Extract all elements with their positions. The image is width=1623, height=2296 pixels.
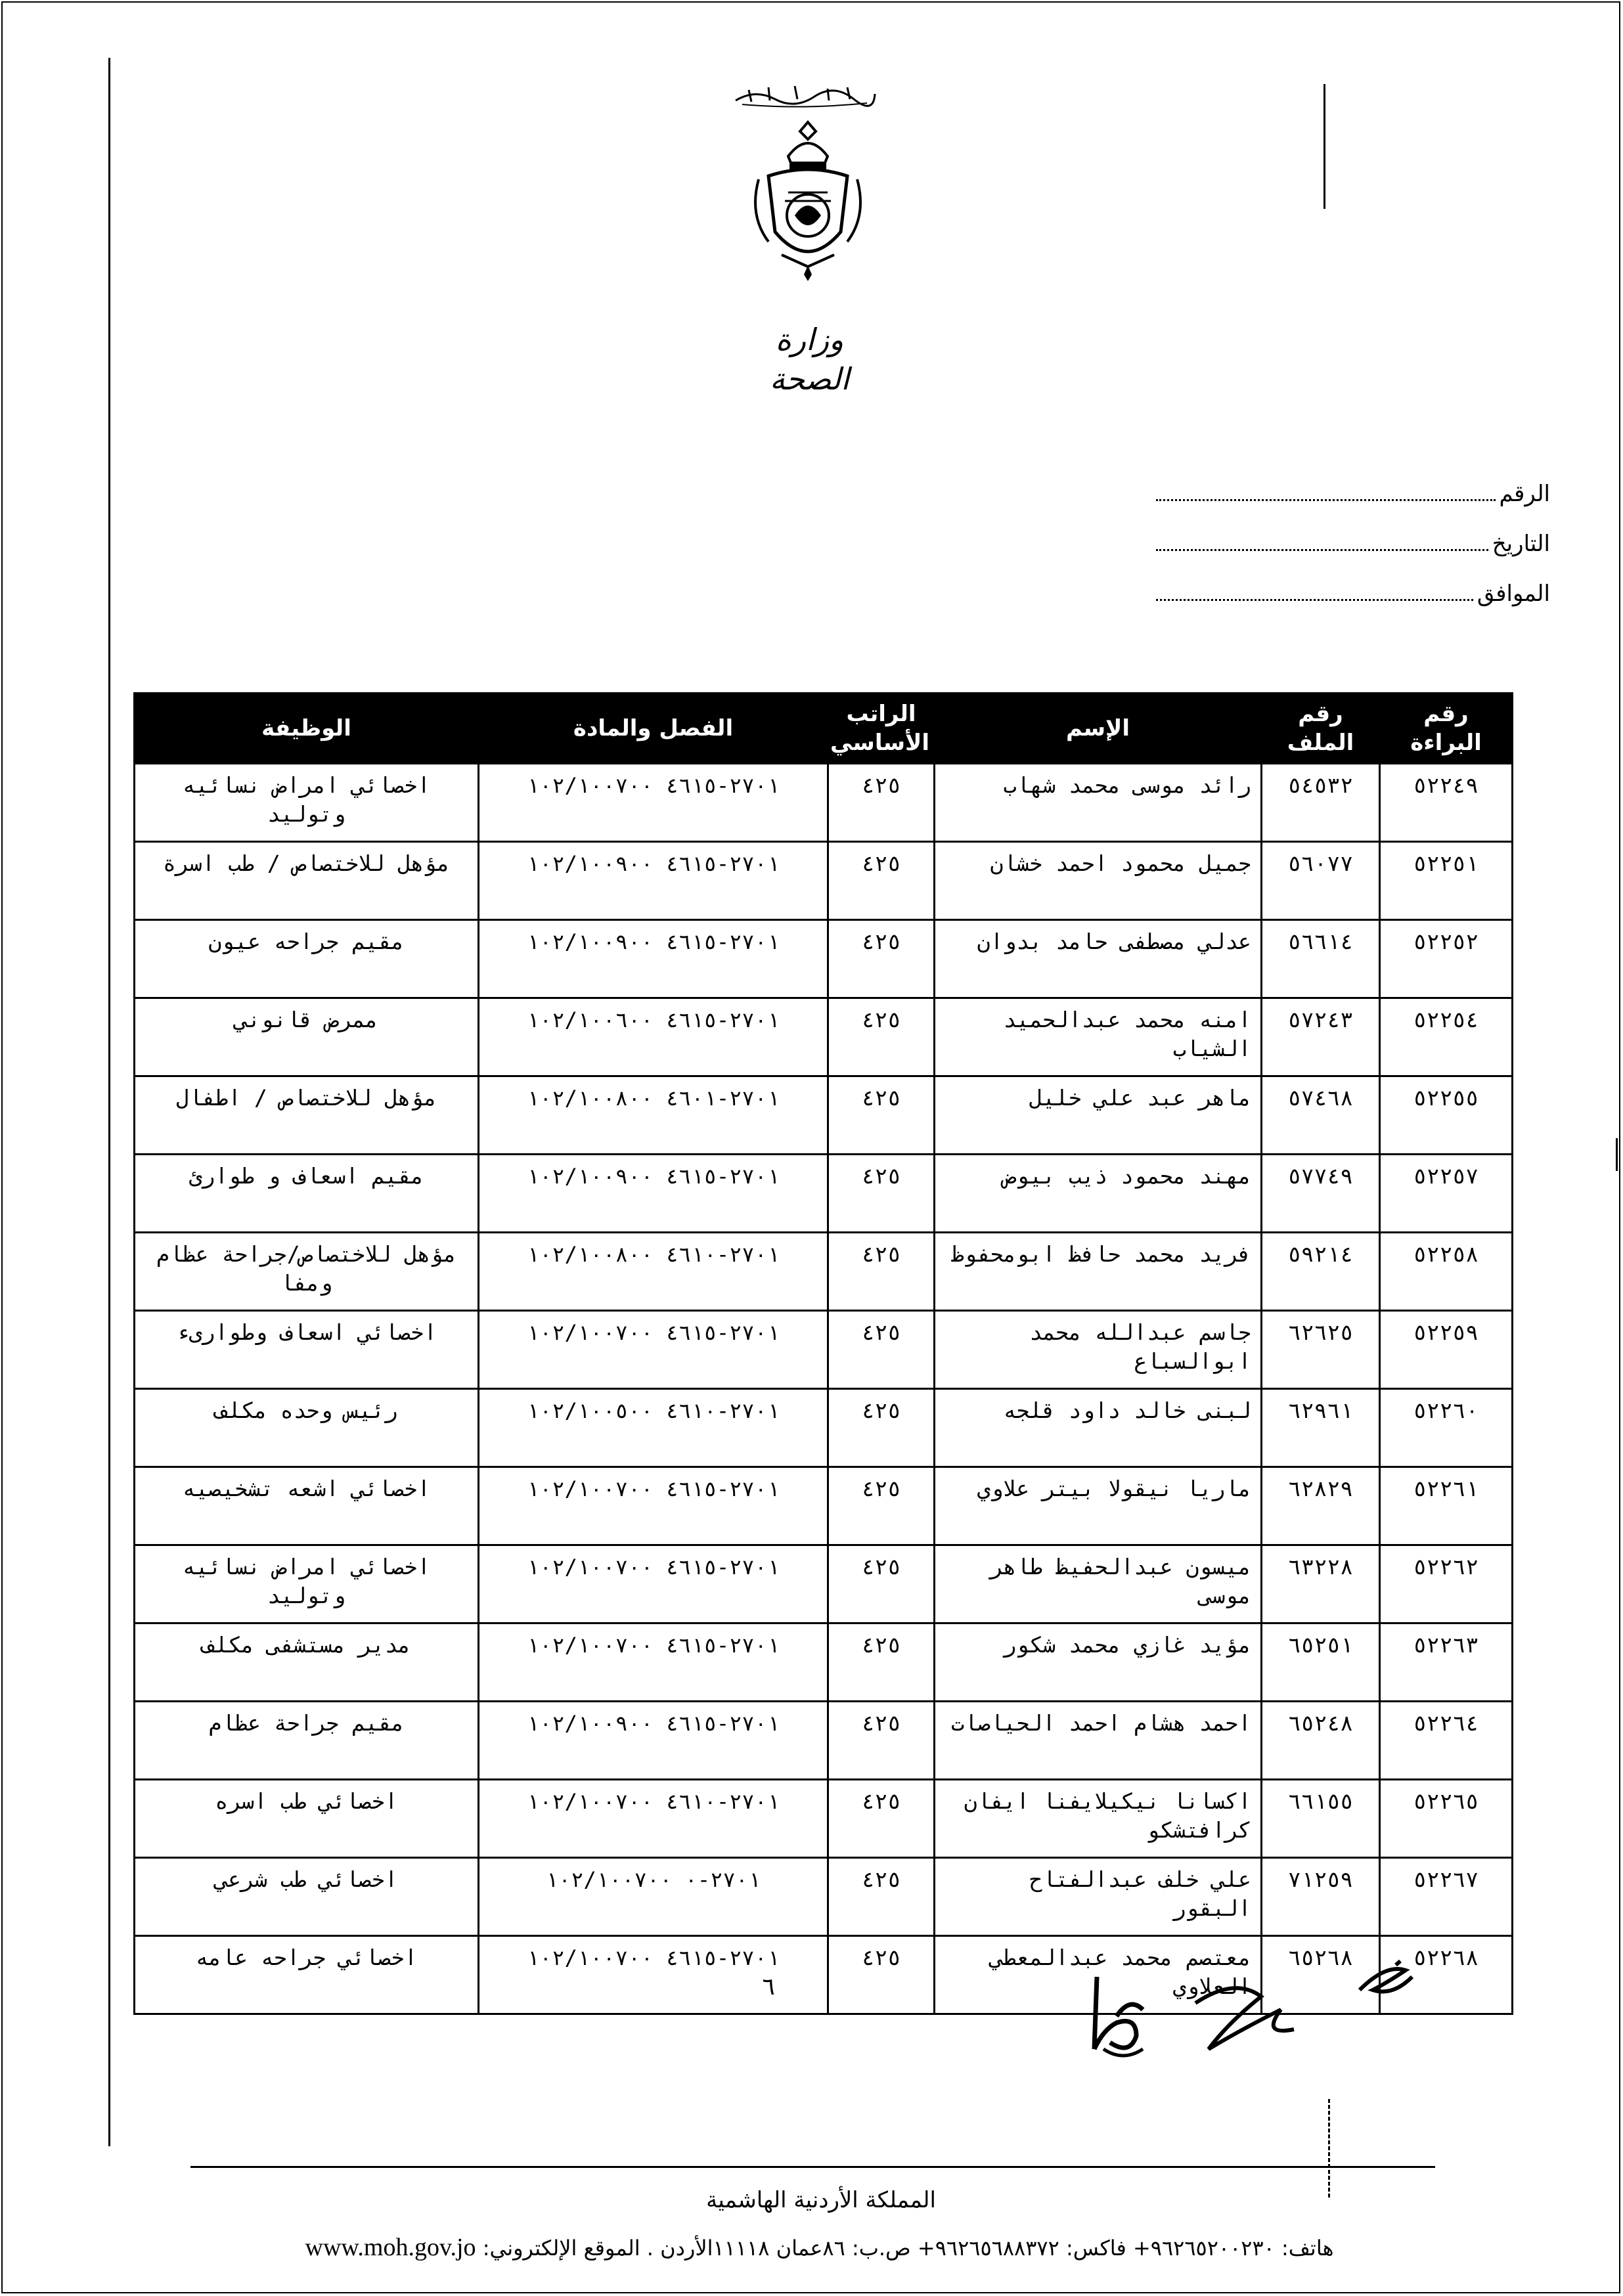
- header-name: الإسم: [935, 694, 1262, 764]
- corresponding-date-label: الموافق: [1477, 581, 1550, 607]
- table-row: [135, 1155, 1513, 1233]
- table-row: [135, 1389, 1513, 1467]
- cell-cert-no: ٥٢٢٦٨: [1380, 1936, 1513, 2014]
- cell-name: عدلي مصطفى حامد بدوان: [935, 920, 1262, 998]
- cell-basic-salary: ٤٢٥: [828, 1623, 935, 1702]
- cell-chapter-article: ٢٧٠١-٤٦١٥ ١٠٢/١٠٠٩٠٠: [479, 842, 828, 920]
- cell-file-no: ٥٧٧٤٩: [1262, 1155, 1380, 1233]
- cell-name: احمد هشام احمد الحياصات: [935, 1702, 1262, 1780]
- cell-basic-salary: ٤٢٥: [828, 1155, 935, 1233]
- cell-name: جاسم عبدالله محمد ابوالسباع: [935, 1311, 1262, 1389]
- table-row: [135, 1858, 1513, 1936]
- cell-cert-no: ٥٢٢٥٧: [1380, 1155, 1513, 1233]
- cell-job: رئيس وحده مكلف: [135, 1389, 479, 1467]
- cell-file-no: ٥٤٥٣٢: [1262, 764, 1380, 842]
- cell-name: ميسون عبدالحفيظ طاهر موسى: [935, 1545, 1262, 1623]
- cell-cert-no: ٥٢٢٥٢: [1380, 920, 1513, 998]
- cell-chapter-article: ٢٧٠١-٤٦١٥ ١٠٢/١٠٠٧٠٠: [479, 1545, 828, 1623]
- cell-file-no: ٦٢٨٢٩: [1262, 1467, 1380, 1545]
- cell-job: مقيم جراحه عيون: [135, 920, 479, 998]
- cell-file-no: ٥٦٠٧٧: [1262, 842, 1380, 920]
- cell-cert-no: ٥٢٢٦٢: [1380, 1545, 1513, 1623]
- table-row: [135, 920, 1513, 998]
- cell-chapter-article: ٢٧٠١-٤٦١٥ ١٠٢/١٠٠٧٠٠: [479, 1467, 828, 1545]
- table-row: [135, 1780, 1513, 1858]
- footer-rule: [190, 2166, 1435, 2168]
- cell-job: مقيم اسعاف و طوارئ: [135, 1155, 479, 1233]
- cell-chapter-article: ٢٧٠١-٤٦١٥ ١٠٢/١٠٠٩٠٠: [479, 920, 828, 998]
- cell-job: اخصائي امراض نسائيه وتوليد: [135, 764, 479, 842]
- header-file-no: رقم الملف: [1262, 694, 1380, 764]
- cell-chapter-article: ٢٧٠١-٤٦١٥ ١٠٢/١٠٠٦٠٠: [479, 998, 828, 1076]
- cell-chapter-article: ٢٧٠١-٤٦١٥ ١٠٢/١٠٠٩٠٠: [479, 1155, 828, 1233]
- footer-dashed-line: [1328, 2099, 1332, 2197]
- cell-name: رائد موسى محمد شهاب: [935, 764, 1262, 842]
- reference-number-field: [1156, 474, 1550, 514]
- corresponding-date-field: [1156, 574, 1550, 613]
- cell-name: لبنى خالد داود قلجه: [935, 1389, 1262, 1467]
- jordan-coat-of-arms-icon: [742, 117, 874, 284]
- cell-job: اخصائي جراحه عامه: [135, 1936, 479, 2014]
- left-margin-line: [108, 58, 110, 2146]
- staff-table: [133, 692, 1513, 2015]
- cell-chapter-article: ٢٧٠١-٤٦١٥ ١٠٢/١٠٠٧٠٠: [479, 1311, 828, 1389]
- website-link[interactable]: www.moh.gov.jo: [305, 2234, 476, 2261]
- cell-cert-no: ٥٢٢٤٩: [1380, 764, 1513, 842]
- cell-job: مدير مستشفى مكلف: [135, 1623, 479, 1702]
- right-edge-tick: [1616, 1138, 1618, 1171]
- cell-chapter-article: ٢٧٠١-٤٦١٠ ١٠٢/١٠٠٥٠٠: [479, 1389, 828, 1467]
- table-row: [135, 1467, 1513, 1545]
- cell-job: اخصائي اسعاف وطوارىء: [135, 1311, 479, 1389]
- cell-chapter-article: ٢٧٠١-٤٦١٥ ١٠٢/١٠٠٧٠٠: [479, 764, 828, 842]
- cell-cert-no: ٥٢٢٦٣: [1380, 1623, 1513, 1702]
- cell-chapter-article: ٢٧٠١-٤٦١٥ ١٠٢/١٠٠٧٠٠: [479, 1936, 828, 2014]
- cell-name: جميل محمود احمد خشان: [935, 842, 1262, 920]
- table-row: [135, 1623, 1513, 1702]
- cell-file-no: ٦٦١٥٥: [1262, 1780, 1380, 1858]
- cell-chapter-article: ٢٧٠١-٤٦١٠ ١٠٢/١٠٠٨٠٠: [479, 1233, 828, 1311]
- cell-cert-no: ٥٢٢٦٠: [1380, 1389, 1513, 1467]
- signatures: [1064, 1951, 1419, 2069]
- header-basic-salary: الراتب الأساسي: [828, 694, 935, 764]
- cell-file-no: ٥٧٢٤٣: [1262, 998, 1380, 1076]
- cell-name: معتصم محمد عبدالمعطي العلاوي: [935, 1936, 1262, 2014]
- cell-cert-no: ٥٢٢٥٤: [1380, 998, 1513, 1076]
- cell-name: مؤيد غازي محمد شكور: [935, 1623, 1262, 1702]
- cell-file-no: ٥٧٤٦٨: [1262, 1076, 1380, 1155]
- footer-contact-text: هاتف: ٩٦٢٦٥٢٠٠٢٣٠+ فاكس: ٩٦٢٦٥٦٨٨٣٧٢+ ص.ب: ٨٦عمان ١١١١٨الأردن . الموقع الإلكتروني:: [482, 2236, 1334, 2261]
- cell-job: اخصائي امراض نسائيه وتوليد: [135, 1545, 479, 1623]
- cell-chapter-article: ٢٧٠١-٤٦٠١ ١٠٢/١٠٠٨٠٠: [479, 1076, 828, 1155]
- dotted-line: [1156, 587, 1473, 601]
- cell-file-no: ٧١٢٥٩: [1262, 1858, 1380, 1936]
- cell-file-no: ٦٣٢٢٨: [1262, 1545, 1380, 1623]
- date-label: التاريخ: [1492, 531, 1550, 557]
- cell-job: اخصائي طب شرعي: [135, 1858, 479, 1936]
- date-field: [1156, 524, 1550, 563]
- table-row: [135, 1311, 1513, 1389]
- cell-name: فريد محمد حافظ ابومحفوظ: [935, 1233, 1262, 1311]
- table-row: [135, 842, 1513, 920]
- dotted-line: [1156, 487, 1496, 501]
- table-row: [135, 1076, 1513, 1155]
- cell-file-no: ٦٥٢٦٨: [1262, 1936, 1380, 2014]
- cell-file-no: ٦٢٦٢٥: [1262, 1311, 1380, 1389]
- cell-basic-salary: ٤٢٥: [828, 998, 935, 1076]
- cell-cert-no: ٥٢٢٦٤: [1380, 1702, 1513, 1780]
- table-row: [135, 1233, 1513, 1311]
- table-row: [135, 1702, 1513, 1780]
- cell-name: اكسانا نيكيلايفنا ايفان كرافتشكو: [935, 1780, 1262, 1858]
- cell-file-no: ٦٥٢٤٨: [1262, 1702, 1380, 1780]
- cell-name: علي خلف عبدالفتاح البقور: [935, 1858, 1262, 1936]
- cell-chapter-article: ٢٧٠١-٤٦١٠ ١٠٢/١٠٠٧٠٠: [479, 1780, 828, 1858]
- table-row: [135, 764, 1513, 842]
- cell-name: ماريا نيقولا بيتر علاوي: [935, 1467, 1262, 1545]
- cell-cert-no: ٥٢٢٥٩: [1380, 1311, 1513, 1389]
- cell-name: مهند محمود ذيب بيوض: [935, 1155, 1262, 1233]
- cell-job: اخصائي طب اسره: [135, 1780, 479, 1858]
- reference-number-label: الرقم: [1499, 481, 1550, 507]
- cell-job: مؤهل للاختصاص / اطفال: [135, 1076, 479, 1155]
- cell-basic-salary: ٤٢٥: [828, 1467, 935, 1545]
- table-header-row: [135, 694, 1513, 764]
- cell-file-no: ٥٩٢١٤: [1262, 1233, 1380, 1311]
- cell-name: امنه محمد عبدالحميد الشياب: [935, 998, 1262, 1076]
- cell-cert-no: ٥٢٢٥٨: [1380, 1233, 1513, 1311]
- cell-chapter-article: ٢٧٠١-٤٦١٥ ١٠٢/١٠٠٧٠٠: [479, 1623, 828, 1702]
- cell-basic-salary: ٤٢٥: [828, 1702, 935, 1780]
- cell-basic-salary: ٤٢٥: [828, 1233, 935, 1311]
- page-number: ٦: [762, 1974, 775, 2000]
- cell-job: اخصائي اشعه تشخيصيه: [135, 1467, 479, 1545]
- cell-basic-salary: ٤٢٥: [828, 1936, 935, 2014]
- cell-chapter-article: ٢٧٠١-٠ ١٠٢/١٠٠٧٠٠: [479, 1858, 828, 1936]
- cell-file-no: ٥٦٦١٤: [1262, 920, 1380, 998]
- cell-cert-no: ٥٢٢٦١: [1380, 1467, 1513, 1545]
- cell-job: ممرض قانوني: [135, 998, 479, 1076]
- header-cert-no: رقم البراءة: [1380, 694, 1513, 764]
- table-row: [135, 998, 1513, 1076]
- cell-cert-no: ٥٢٢٦٧: [1380, 1858, 1513, 1936]
- ministry-name: وزارة الصحة: [769, 322, 850, 397]
- cell-basic-salary: ٤٢٥: [828, 1858, 935, 1936]
- cell-name: ماهر عبد علي خليل: [935, 1076, 1262, 1155]
- cell-basic-salary: ٤٢٥: [828, 842, 935, 920]
- footer-kingdom: المملكة الأردنية الهاشمية: [706, 2187, 936, 2213]
- staff-table-body: [135, 764, 1513, 2014]
- header-job: الوظيفة: [135, 694, 479, 764]
- cell-basic-salary: ٤٢٥: [828, 764, 935, 842]
- cell-job: مؤهل للاختصاص / طب اسرة: [135, 842, 479, 920]
- cell-job: مقيم جراحة عظام: [135, 1702, 479, 1780]
- cell-basic-salary: ٤٢٥: [828, 1389, 935, 1467]
- dotted-line: [1156, 537, 1488, 551]
- top-right-line: [1323, 84, 1325, 209]
- cell-file-no: ٦٥٢٥١: [1262, 1623, 1380, 1702]
- cell-cert-no: ٥٢٢٦٥: [1380, 1780, 1513, 1858]
- cell-basic-salary: ٤٢٥: [828, 1076, 935, 1155]
- header-chapter-article: الفصل والمادة: [479, 694, 828, 764]
- cell-cert-no: ٥٢٢٥٥: [1380, 1076, 1513, 1155]
- cell-job: مؤهل للاختصاص/جراحة عظام ومفا: [135, 1233, 479, 1311]
- cell-basic-salary: ٤٢٥: [828, 920, 935, 998]
- cell-file-no: ٦٢٩٦١: [1262, 1389, 1380, 1467]
- cell-chapter-article: ٢٧٠١-٤٦١٥ ١٠٢/١٠٠٩٠٠: [479, 1702, 828, 1780]
- cell-basic-salary: ٤٢٥: [828, 1780, 935, 1858]
- cell-basic-salary: ٤٢٥: [828, 1311, 935, 1389]
- cell-cert-no: ٥٢٢٥١: [1380, 842, 1513, 920]
- table-row: [135, 1545, 1513, 1623]
- basmala-calligraphy: [729, 82, 880, 108]
- cell-basic-salary: ٤٢٥: [828, 1545, 935, 1623]
- footer-contact: [273, 2233, 1366, 2269]
